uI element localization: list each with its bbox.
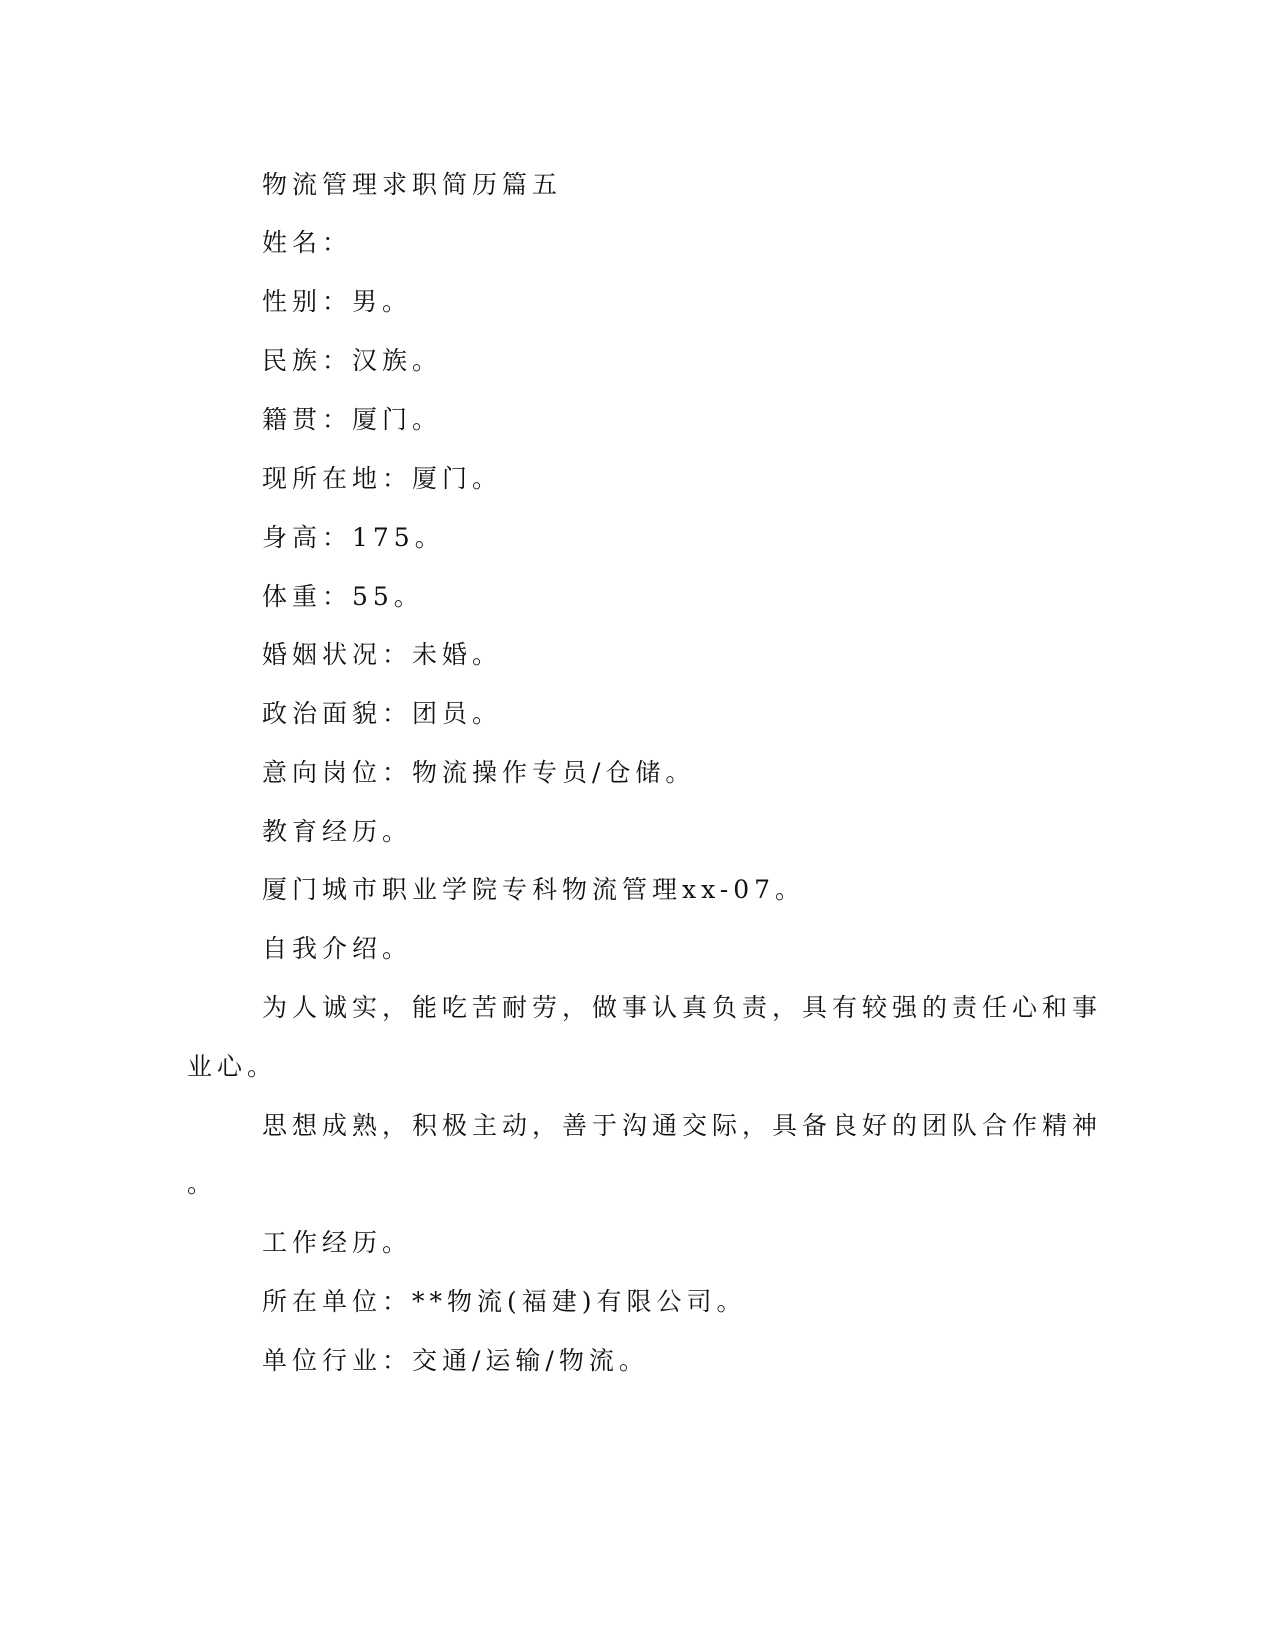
field-industry: 单位行业：交通/运输/物流。 [262,1346,649,1375]
field-native-place: 籍贯：厦门。 [262,405,443,434]
self-intro-paragraph-1-line-2: 业心。 [187,1052,278,1081]
section-self-intro: 自我介绍。 [262,934,413,963]
self-intro-paragraph-1-line-1: 为人诚实，能吃苦耐劳，做事认真负责，具有较强的责任心和事 [262,993,1103,1022]
education-entry: 厦门城市职业学院专科物流管理xx-07。 [262,875,806,904]
section-work-experience: 工作经历。 [262,1228,413,1257]
section-education: 教育经历。 [262,817,413,846]
field-desired-position: 意向岗位：物流操作专员/仓储。 [262,758,696,787]
self-intro-paragraph-2-line-2: 。 [187,1169,218,1198]
field-name: 姓名： [262,228,353,257]
field-weight: 体重：55。 [262,582,424,611]
field-employer: 所在单位：**物流(福建)有限公司。 [262,1287,747,1316]
field-ethnicity: 民族：汉族。 [262,346,443,375]
field-height: 身高：175。 [262,523,445,552]
self-intro-paragraph-2-line-1: 思想成熟，积极主动，善于沟通交际，具备良好的团队合作精神 [262,1111,1103,1140]
field-gender: 性别：男。 [262,287,413,316]
field-political-status: 政治面貌：团员。 [262,699,503,728]
field-current-location: 现所在地：厦门。 [262,464,503,493]
document-title: 物流管理求职简历篇五 [262,170,563,199]
field-marital-status: 婚姻状况：未婚。 [262,640,503,669]
